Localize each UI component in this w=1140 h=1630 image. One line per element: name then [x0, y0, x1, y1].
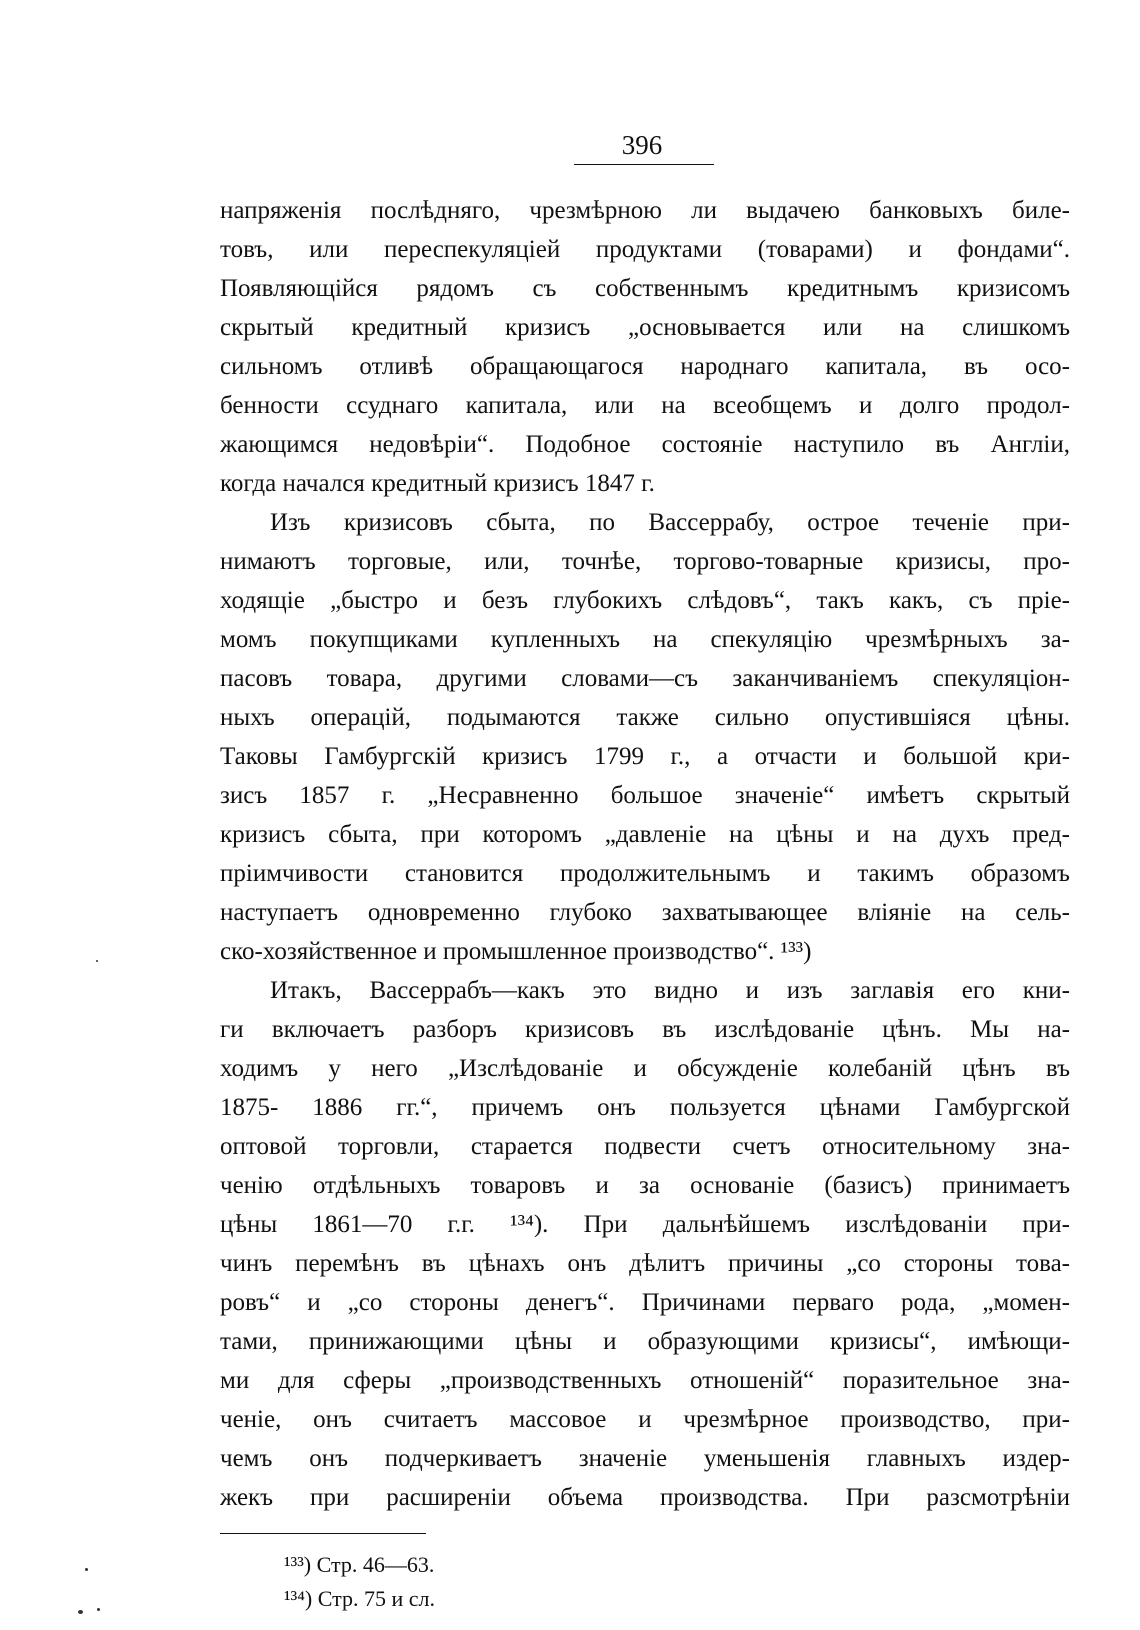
- text-line: кризисъ сбыта, при которомъ „давленіе на цѣны и на духъ пред-: [220, 821, 1070, 848]
- footnote: ¹³³) Стр. 46—63.: [284, 1552, 435, 1577]
- text-line: нимаютъ торговые, или, точнѣе, торгово-товарные кризисы, про-: [220, 548, 1070, 575]
- scan-speck: [85, 1568, 88, 1571]
- footnote: ¹³⁴) Стр. 75 и сл.: [284, 1586, 435, 1611]
- text-line: наступаетъ одновременно глубоко захватывающее вліяніе на сель-: [220, 899, 1070, 926]
- text-line: ровъ“ и „со стороны денегъ“. Причинами перваго рода, „момен-: [220, 1289, 1070, 1316]
- text-line: жающимся недовѣріи“. Подобное состояніе наступило въ Англіи,: [220, 431, 1070, 458]
- text-line: Изъ кризисовъ сбыта, по Вассеррабу, острое теченіе при-: [270, 509, 1070, 536]
- page-number: 396: [621, 130, 663, 160]
- text-line: пріимчивости становится продолжительнымъ и такимъ образомъ: [220, 860, 1070, 887]
- text-line: бенности ссуднаго капитала, или на всеобщемъ и долго продол-: [220, 392, 1070, 419]
- text-line: пасовъ товара, другими словами—съ заканчиваніемъ спекуляціон-: [220, 665, 1070, 692]
- text-line: ченіе, онъ считаетъ массовое и чрезмѣрное производство, при-: [220, 1406, 1070, 1433]
- page-number-rule: [574, 164, 714, 165]
- text-line: чинъ перемѣнъ въ цѣнахъ онъ дѣлитъ причины „со стороны това-: [220, 1250, 1070, 1277]
- text-line: зисъ 1857 г. „Несравненно большое значеніе“ имѣетъ скрытый: [220, 782, 1070, 809]
- text-line: тами, принижающими цѣны и образующими кризисы“, имѣющи-: [220, 1328, 1070, 1355]
- text-line: Итакъ, Вассеррабъ—какъ это видно и изъ заглавія его кни-: [270, 977, 1070, 1004]
- scan-speck: [96, 960, 98, 962]
- text-line: Таковы Гамбургскій кризисъ 1799 г., а отчасти и большой кри-: [220, 743, 1070, 770]
- text-line: ги включаетъ разборъ кризисовъ въ изслѣдованіе цѣнъ. Мы на-: [220, 1016, 1070, 1043]
- text-line: скрытый кредитный кризисъ „основывается или на слишкомъ: [220, 314, 1070, 341]
- text-line: ныхъ операцій, подымаются также сильно опустившіяся цѣны.: [220, 704, 1070, 731]
- text-line: ченію отдѣльныхъ товаровъ и за основаніе (базисъ) принимаетъ: [220, 1172, 1070, 1199]
- text-line: товъ, или переспекуляціей продуктами (товарами) и фондами“.: [220, 236, 1070, 263]
- text-line: ходящіе „быстро и безъ глубокихъ слѣдовъ“, такъ какъ, съ прiе-: [220, 587, 1070, 614]
- scan-speck: [78, 1610, 83, 1614]
- text-line: 1875- 1886 гг.“, причемъ онъ пользуется цѣнами Гамбургской: [220, 1094, 1070, 1121]
- text-line: напряженія послѣдняго, чрезмѣрною ли выдачею банковыхъ биле-: [220, 197, 1070, 224]
- text-line: ходимъ у него „Изслѣдованіе и обсужденіе колебаній цѣнъ въ: [220, 1055, 1070, 1082]
- text-line: ми для сферы „производственныхъ отношеній“ поразительное зна-: [220, 1367, 1070, 1394]
- text-line: сильномъ отливѣ обращающагося народнаго капитала, въ осо-: [220, 353, 1070, 380]
- text-line: когда начался кредитный кризисъ 1847 г.: [220, 470, 655, 497]
- text-line: цѣны 1861—70 г.г. ¹³⁴). При дальнѣйшемъ изслѣдованіи при-: [220, 1211, 1070, 1238]
- text-line: ско-хозяйственное и промышленное производство“. ¹³³): [220, 938, 812, 965]
- text-line: момъ покупщиками купленныхъ на спекуляцію чрезмѣрныхъ за-: [220, 626, 1070, 653]
- footnote-rule: [220, 1533, 426, 1534]
- text-line: жекъ при расширеніи объема производства. При разсмотрѣніи: [220, 1484, 1070, 1511]
- text-line: Появляющійся рядомъ съ собственнымъ кредитнымъ кризисомъ: [220, 275, 1070, 302]
- text-line: оптовой торговли, старается подвести счетъ относительному зна-: [220, 1133, 1070, 1160]
- text-line: чемъ онъ подчеркиваетъ значеніе уменьшенія главныхъ издер-: [220, 1445, 1070, 1472]
- scan-speck: [97, 1608, 100, 1611]
